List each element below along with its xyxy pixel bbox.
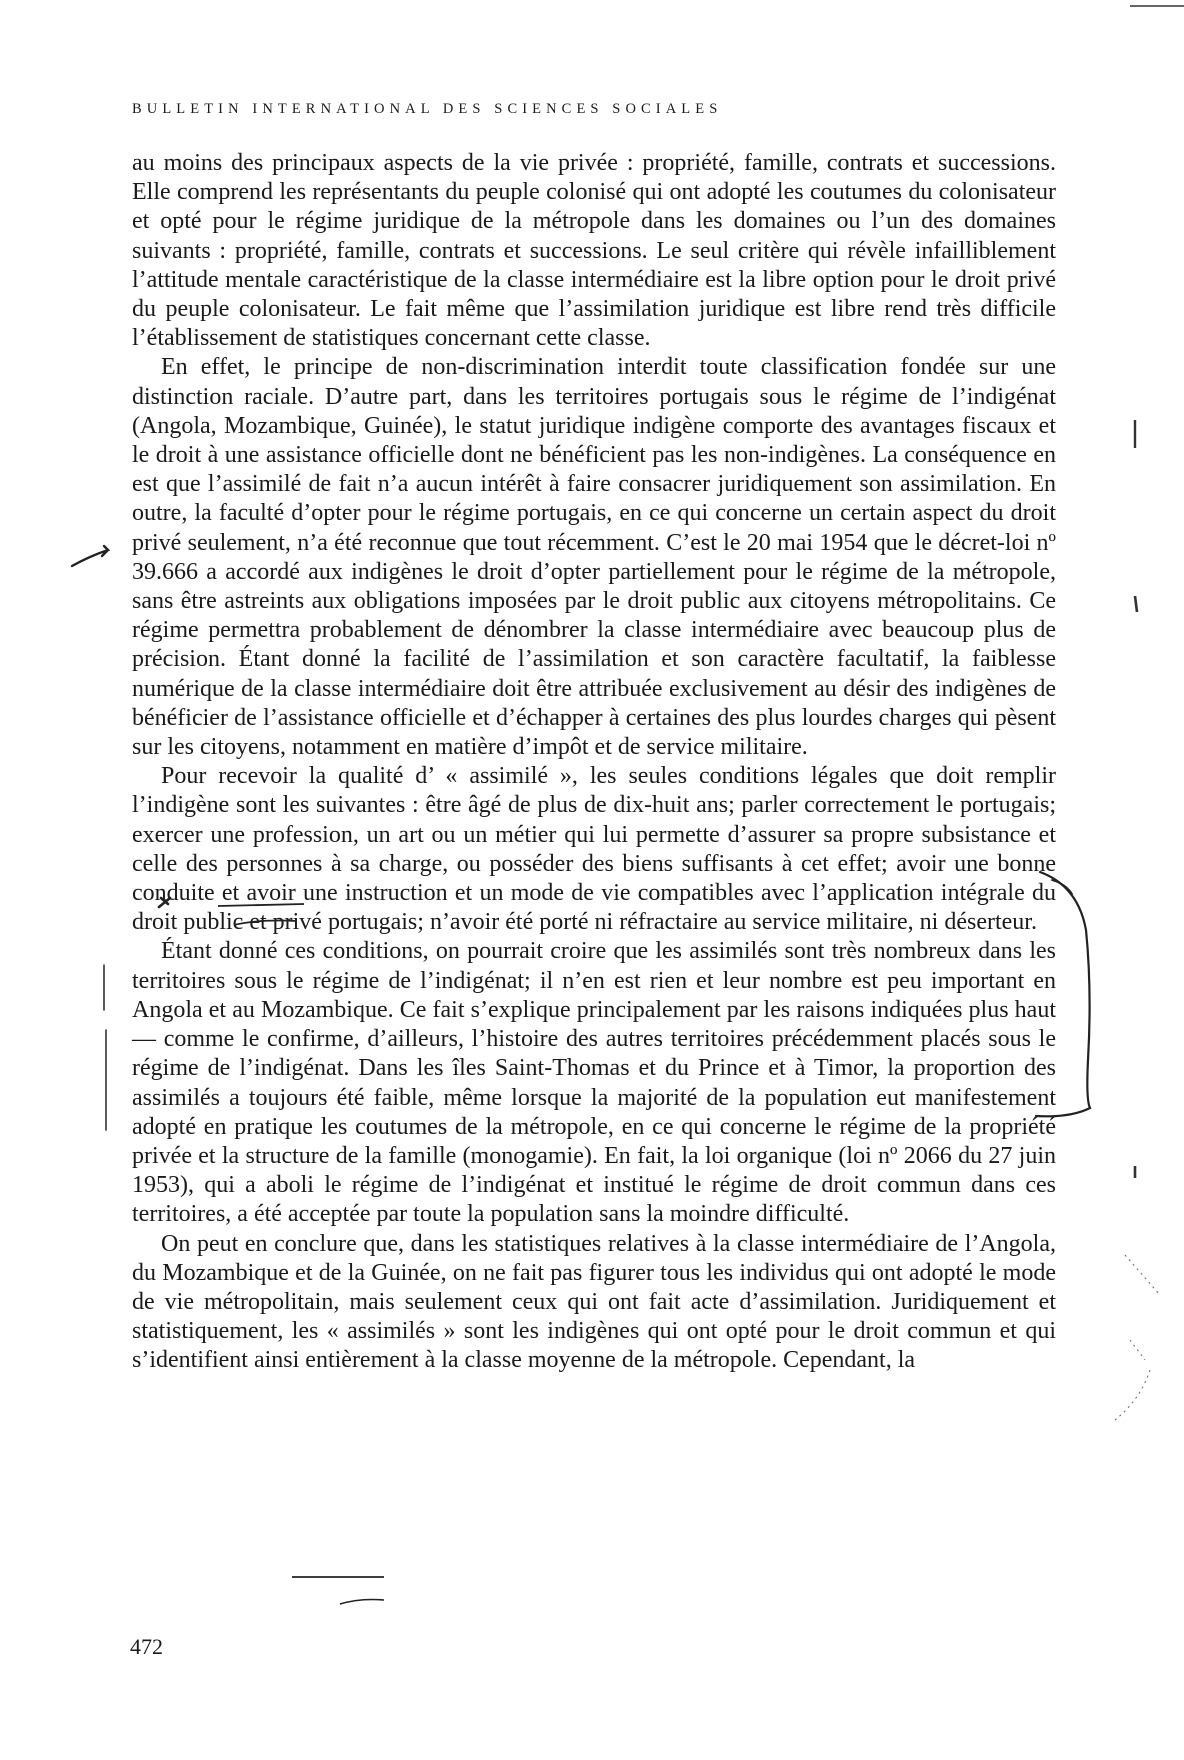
article-body [132, 149, 1056, 1376]
paragraph-1: au moins des principaux aspects de la vie privée : propriété, famille, contrats et successions. Elle comprend les représentants du peuple colonisé qui ont adopté les coutumes du colonisateur et opté pour le régime juridique de la métropole dans les domaines ou l’un des domaines suivants : propriété, famille, contrats et successions. Le seul critère qui révèle infailliblement l’attitude mentale caractéristique de la classe intermédiaire est la libre option pour le droit privé du peuple colonisateur. Le fait même que l’assimilation juridique est libre rend très difficile l’établissement de statistiques concernant cette classe. [132, 150, 1056, 352]
paragraph-3: Pour recevoir la qualité d’ « assimilé », les seules conditions légales que doit remplir l’indigène sont les suivantes : être âgé de plus de dix-huit ans; parler correctement le portugais; exercer une profession, un art ou un métier qui lui permette d’assurer sa propre subsistance et celle des personnes à sa charge, ou posséder des biens suffisants à cet effet; avoir une bonne conduite et avoir une instruction et un mode de vie compatibles avec l’application intégrale du droit public et privé portugais; n’avoir été porté ni réfractaire au service militaire, ni déserteur. [132, 763, 1056, 936]
margin-mark-2 [1135, 596, 1137, 612]
margin-arrow-mark [72, 546, 108, 566]
paragraph-5: On peut en conclure que, dans les statistiques relatives à la classe intermédiaire de l’Angola, du Mozambique et de la Guinée, on ne fait pas figurer tous les individus qui ont adopté le mode de vie métropolitain, mais seulement ceux qui ont fait acte d’assimilation. Juridiquement et statistiquement, les « assimilés » sont les indigènes qui ont opté pour le droit commun et qui s’identifient ainsi entièrement à la classe moyenne de la métropole. Cependant, la [132, 1230, 1056, 1374]
paragraph-2: En effet, le principe de non-discrimination interdit toute classification fondée sur une distinction raciale. D’autre part, dans les territoires portugais sous le régime de l’indigénat (Angola, Mozambique, Guinée), le statut juridique indigène comporte des avantages fiscaux et le droit à une assistance officielle dont ne bénéficient pas les non-indigènes. La conséquence en est que l’assimilé de fait n’a aucun intérêt à faire consacrer juridiquement son assimilation. En outre, la faculté d’opter pour le régime portugais, en ce qui concerne un certain aspect du droit privé seulement, n’a été reconnue que tout récemment. C’est le 20 mai 1954 que le décret-loi nº 39.666 a accordé aux indigènes le droit d’opter partiellement pour le régime de la métropole, sans être astreints aux obligations imposées par le droit public aux citoyens métropolitains. Ce régime permettra probablement de dénombrer la classe intermédiaire avec beaucoup plus de précision. Étant donné la facilité de l’assimilation et son caractère facultatif, la faiblesse numérique de la classe intermédiaire doit être attribuée exclusivement au désir des indigènes de bénéficier de l’assistance officielle et d’échapper à certaines des plus lourdes charges qui pèsent sur les citoyens, notamment en matière d’impôt et de service militaire. [132, 354, 1056, 761]
running-head: BULLETIN INTERNATIONAL DES SCIENCES SOCIALES [132, 101, 723, 117]
paragraph-4: Étant donné ces conditions, on pourrait croire que les assimilés sont très nombreux dans les territoires sous le régime de l’indigénat; il n’en est rien et leur nombre est peu important en Angola et au Mozambique. Ce fait s’explique principalement par les raisons indiquées plus haut — comme le confirme, d’ailleurs, l’histoire des autres territoires précédemment placés sous le régime de l’indigénat. Dans les îles Saint-Thomas et du Prince et à Timor, la proportion des assimilés a toujours été faible, même lorsque la majorité de la population eut manifestement adopté en pratique les coutumes de la métropole, en ce qui concerne le régime de la propriété privée et la structure de la famille (monogamie). En fait, la loi organique (loi nº 2066 du 27 juin 1953), qui a aboli le régime de l’indigénat et institué le régime de droit commun dans ces territoires, a été acceptée par toute la population sans la moindre difficulté. [132, 938, 1056, 1228]
margin-dashes [1115, 1255, 1160, 1420]
page-number: 472 [130, 1634, 163, 1659]
underline-les-indigenes [340, 1600, 384, 1605]
left-vertical-mark [104, 965, 106, 1130]
